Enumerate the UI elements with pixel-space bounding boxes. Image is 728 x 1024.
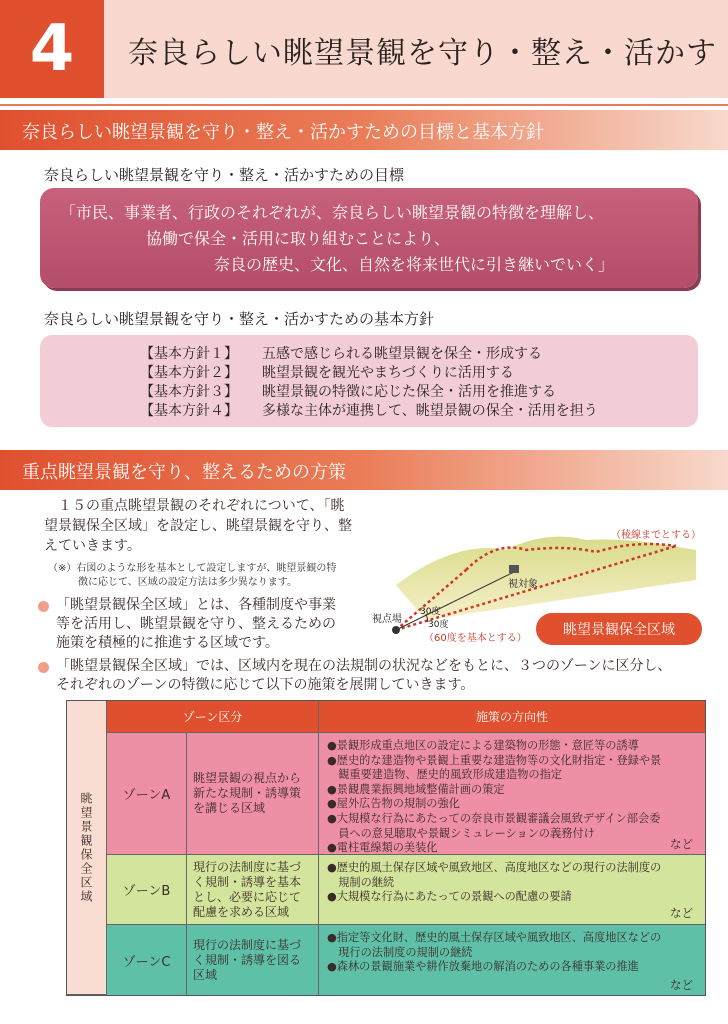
intro-paragraph	[44, 496, 374, 556]
target-label: 視対象	[508, 579, 538, 590]
zone-desc-line: 配慮を求める区域	[193, 904, 290, 919]
chapter-number-box	[0, 0, 104, 98]
angle-note: （60度を基本とする）	[424, 633, 527, 644]
bullet-paragraph	[56, 596, 336, 653]
policy-text: 眺望景観の特徴に応じた保全・活用を推進する	[262, 384, 556, 400]
policy-text: 五感で感じられる眺望景観を保全・形成する	[262, 346, 542, 362]
bullet-line: 「眺望景観保全区域」では、区域内を現在の法規制の状況などをもとに、３つのゾーンに区分し、	[56, 658, 672, 674]
zone-description	[187, 855, 319, 925]
zone-name: ゾーンA	[107, 733, 187, 855]
measure-line: ●景観形成重点地区の設定による建築物の形態・意匠等の誘導	[327, 739, 639, 752]
table-side-label: 眺望景観保全区域	[67, 701, 107, 995]
zone-description	[187, 733, 319, 855]
angle-label: 30度	[420, 607, 441, 617]
note-paragraph	[48, 562, 336, 590]
angle-label: 30度	[428, 620, 449, 630]
measure-line: ●大規模な行為にあたっての景観への配慮の要請	[327, 890, 572, 904]
zone-desc-line: 現行の法制度に基づ	[193, 859, 302, 874]
section-title: 重点眺望景観を守り、整えるための方策	[22, 462, 346, 483]
note-line: 徴に応じて、区域の設定方法は多少異なります。	[48, 577, 297, 588]
etc-label: など	[670, 837, 693, 852]
zone-measures	[319, 925, 705, 995]
measure-line: ●森林の景観施業や耕作放棄地の解消のための各種事業の推進	[327, 960, 639, 974]
measure-line: ●歴史的風土保存区域や風致地区、高度地区などの現行の法制度の	[327, 861, 662, 874]
policy-box	[40, 335, 698, 427]
policy-heading: 奈良らしい眺望景観を守り・整え・活かすための基本方針	[44, 310, 435, 328]
etc-label: など	[670, 978, 693, 993]
intro-line: えていきます。	[44, 538, 141, 554]
intro-line: 望景観保全区域」を設定し、眺望景観を守り、整	[44, 518, 352, 534]
chapter-number: 4	[29, 12, 75, 86]
goal-box	[40, 188, 698, 288]
note-line: （※）右図のような形を基本として設定しますが、眺望景観の特	[48, 563, 337, 574]
zone-measures	[319, 733, 705, 855]
area-label-tag: 眺望景観保全区域	[536, 613, 702, 645]
header-divider	[0, 104, 728, 106]
bullet-line: 等を活用し、眺望景観を守り、整えるための	[56, 616, 336, 632]
policy-text: 眺望景観を観光やまちづくりに活用する	[262, 365, 514, 381]
bullet-line: 施策を積極的に推進する区域です。	[56, 635, 279, 651]
bullet-icon	[38, 662, 49, 673]
section-bar-goals	[0, 110, 728, 150]
zone-desc-line: く規制・誘導を図る	[193, 952, 302, 967]
section-title: 奈良らしい眺望景観を守り・整え・活かすための目標と基本方針	[22, 122, 544, 143]
viewpoint-label: 視点場	[372, 614, 402, 625]
measure-line: 員への意見聴取や景観シミュレーションの義務付け	[327, 826, 595, 840]
measure-line: 観重要建造物、歴史的風致形成建造物の指定	[327, 768, 562, 782]
policy-key: 【基本方針３】	[140, 384, 238, 400]
zone-desc-line: とし、必要に応じて	[193, 889, 302, 904]
etc-label: など	[670, 906, 693, 921]
measure-line: ●歴史的な建造物や景観上重要な建造物等の文化財指定・登録や景	[327, 753, 662, 767]
goal-heading: 奈良らしい眺望景観を守り・整え・活かすための目標	[44, 166, 405, 184]
measure-line: ●指定等文化財、歴史的風土保存区域や風致地区、高度地区などの	[327, 931, 662, 944]
bullet-line: それぞれのゾーンの特徴に応じて以下の施策を展開していきます。	[56, 677, 475, 693]
goal-line: 奈良の歴史、文化、自然を将来世代に引き継いでいく」	[214, 255, 615, 274]
zone-description	[187, 925, 319, 995]
goal-line: 協働で保全・活用に取り組むことにより、	[146, 229, 451, 248]
zone-measures	[319, 855, 705, 925]
viewpoint-marker	[392, 626, 400, 634]
measure-line: ●大規模な行為にあたっての奈良市景観審議会風致デザイン部会委	[327, 811, 661, 825]
goal-line: 「市民、事業者、行政のそれぞれが、奈良らしい眺望景観の特徴を理解し、	[60, 203, 605, 222]
table-header-measures: 施策の方向性	[319, 701, 705, 733]
zone-name: ゾーンC	[107, 925, 187, 995]
zone-desc-line: を講じる区域	[193, 801, 266, 815]
intro-line: １５の重点眺望景観のそれぞれについて、「眺	[44, 498, 345, 514]
measure-line: 規制の継続	[327, 875, 395, 889]
measure-line: ●景観農業振興地域整備計画の策定	[327, 782, 505, 796]
measure-line: ●屋外広告物の規制の強化	[327, 797, 460, 811]
policy-text: 多様な主体が連携して、眺望景観の保全・活用を担う	[262, 403, 598, 419]
ridge-note: （稜線までとする）	[611, 530, 701, 541]
bullet-icon	[38, 601, 49, 612]
policy-key: 【基本方針１】	[140, 346, 238, 362]
bullet-paragraph	[56, 657, 671, 695]
zone-desc-line: 現行の法制度に基づ	[193, 937, 302, 952]
bullet-line: 「眺望景観保全区域」とは、各種制度や事業	[56, 597, 336, 613]
zone-name: ゾーンB	[107, 855, 187, 925]
table-header-zone: ゾーン区分	[107, 701, 319, 733]
zone-table	[66, 700, 706, 996]
zone-desc-line: 区域	[193, 967, 218, 982]
measure-line: 現行の法制度の規制の継続	[327, 945, 473, 959]
policy-key: 【基本方針４】	[140, 403, 238, 419]
zone-desc-line: く規制・誘導を基本	[193, 874, 302, 889]
target-marker	[509, 565, 519, 573]
zone-desc-line: 新たな規制・誘導策	[193, 786, 302, 800]
policy-key: 【基本方針２】	[140, 365, 238, 381]
chapter-title: 奈良らしい眺望景観を守り・整え・活かす	[128, 36, 717, 71]
zone-desc-line: 眺望景観の視点から	[193, 771, 302, 785]
section-bar-measures	[0, 450, 728, 490]
measure-line: ●電柱電線類の美装化	[327, 841, 438, 855]
